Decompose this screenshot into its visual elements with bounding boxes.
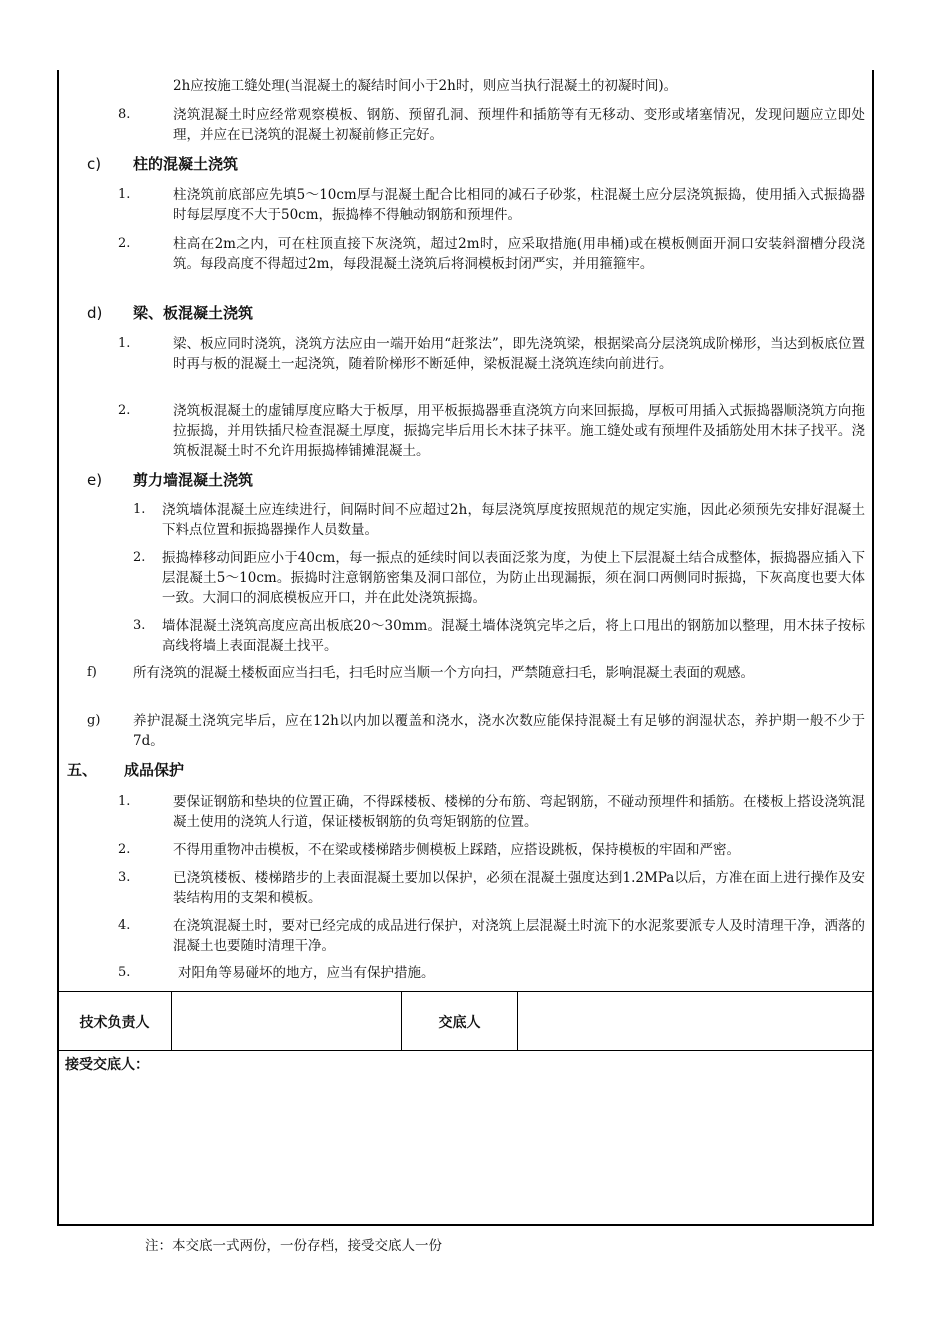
tech-lead-label: 技术负责人 bbox=[79, 1015, 150, 1031]
item-number: 2. bbox=[118, 236, 131, 251]
item-text: 梁、板应同时浇筑，浇筑方法应由一端开始用“赶浆法”，即先浇筑梁，根据梁高分层浇筑成阶梯形，当达到板底位置时再与板的混凝土一起浇筑，随着阶梯形不断延伸，梁板混凝土浇筑连续向前进行。 bbox=[173, 336, 865, 372]
section-title: 梁、板混凝土浇筑 bbox=[133, 304, 254, 322]
item-number: 1. bbox=[133, 502, 146, 517]
section-title: 成品保护 bbox=[124, 761, 185, 779]
table-col-border bbox=[171, 991, 172, 1051]
section-number: 五、 bbox=[67, 761, 98, 779]
item-number: 1. bbox=[118, 187, 131, 202]
item-number: 2. bbox=[118, 842, 131, 857]
item-text: 已浇筑楼板、楼梯踏步的上表面混凝土要加以保护，必须在混凝土强度达到1.2MPa以后，方准在面上进行操作及安装结构用的支架和模板。 bbox=[173, 870, 865, 906]
item-text: 柱浇筑前底部应先填5～10cm厚与混凝土配合比相同的减石子砂浆，柱混凝土应分层浇筑振捣，使用插入式振捣器时每层厚度不大于50cm，振捣棒不得触动钢筋和预埋件。 bbox=[173, 187, 865, 223]
footer-note: 注：本交底一式两份，一份存档，接受交底人一份 bbox=[145, 1238, 442, 1254]
section-label: e) bbox=[87, 471, 103, 489]
item-number: 2. bbox=[133, 550, 146, 565]
item-number: 3. bbox=[133, 618, 146, 633]
section-title: 柱的混凝土浇筑 bbox=[133, 155, 239, 173]
continuation-text: 2h应按施工缝处理(当混凝土的凝结时间小于2h时，则应当执行混凝土的初凝时间)。 bbox=[173, 78, 678, 94]
item-label: f) bbox=[87, 665, 97, 680]
item-text: 不得用重物冲击模板，不在梁或楼梯踏步侧模板上踩踏，应搭设跳板，保持模板的牢固和严密。 bbox=[173, 842, 740, 858]
item-text: 养护混凝土浇筑完毕后，应在12h以内加以覆盖和浇水，浇水次数应能保持混凝土有足够的润湿状态，养护期一般不少于7d。 bbox=[133, 713, 865, 749]
item-number: 8. bbox=[118, 107, 131, 122]
item-number: 2. bbox=[118, 403, 131, 418]
table-col-border bbox=[517, 991, 518, 1051]
item-text: 浇筑混凝土时应经常观察模板、钢筋、预留孔洞、预埋件和插筋等有无移动、变形或堵塞情况，发现问题应立即处理，并应在已浇筑的混凝土初凝前修正完好。 bbox=[173, 107, 865, 143]
item-number: 5. bbox=[118, 965, 131, 980]
table-row-border bbox=[57, 1050, 874, 1051]
table-top-border bbox=[57, 991, 874, 992]
item-text: 浇筑板混凝土的虚铺厚度应略大于板厚，用平板振捣器垂直浇筑方向来回振捣，厚板可用插入式振捣器顺浇筑方向拖拉振捣，并用铁插尺检查混凝土厚度，振捣完毕后用长木抹子抹平。施工缝处或有预埋件及插筋处用木抹子找平。浇筑板混凝土时不允许用振捣棒铺摊混凝土。 bbox=[173, 403, 865, 459]
section-label: c) bbox=[87, 155, 102, 173]
item-text: 振捣棒移动间距应小于40cm，每一振点的延续时间以表面泛浆为度，为使上下层混凝土结合成整体，振捣器应插入下层混凝土5～10cm。振捣时注意钢筋密集及洞口部位，为防止出现漏振，须在洞口两侧同时振捣，下灰高度也要大体一致。大洞口的洞底模板应开口，并在此处浇筑振捣。 bbox=[162, 550, 865, 606]
item-text: 对阳角等易碰坏的地方，应当有保护措施。 bbox=[178, 965, 435, 981]
item-text: 浇筑墙体混凝土应连续进行，间隔时间不应超过2h，每层浇筑厚度按照规范的规定实施，因此必须预先安排好混凝土下料点位置和振捣器操作人员数量。 bbox=[162, 502, 865, 538]
item-number: 4. bbox=[118, 918, 131, 933]
receiver-label: 接受交底人： bbox=[65, 1057, 149, 1073]
item-text: 要保证钢筋和垫块的位置正确，不得踩楼板、楼梯的分布筋、弯起钢筋，不碰动预埋件和插筋。在楼板上搭设浇筑混凝土使用的浇筑人行道，保证楼板钢筋的负弯矩钢筋的位置。 bbox=[173, 794, 865, 830]
item-label: g) bbox=[87, 713, 101, 728]
item-number: 3. bbox=[118, 870, 131, 885]
item-text: 墙体混凝土浇筑高度应高出板底20～30mm。混凝土墙体浇筑完毕之后，将上口甩出的钢筋加以整理，用木抹子按标高线将墙上表面混凝土找平。 bbox=[162, 618, 865, 654]
item-text: 在浇筑混凝土时，要对已经完成的成品进行保护，对浇筑上层混凝土时流下的水泥浆要派专人及时清理干净，洒落的混凝土也要随时清理干净。 bbox=[173, 918, 865, 954]
item-text: 柱高在2m之内，可在柱顶直接下灰浇筑，超过2m时，应采取措施(用串桶)或在模板侧面开洞口安装斜溜槽分段浇筑。每段高度不得超过2m，每段混凝土浇筑后将洞模板封闭严实，并用箍箍牢。 bbox=[173, 236, 865, 272]
item-number: 1. bbox=[118, 336, 131, 351]
item-text: 所有浇筑的混凝土楼板面应当扫毛，扫毛时应当顺一个方向扫，严禁随意扫毛，影响混凝土表面的观感。 bbox=[133, 665, 754, 681]
section-title: 剪力墙混凝土浇筑 bbox=[133, 471, 254, 489]
section-label: d) bbox=[87, 304, 103, 322]
item-number: 1. bbox=[118, 794, 131, 809]
discloser-label: 交底人 bbox=[438, 1015, 481, 1031]
